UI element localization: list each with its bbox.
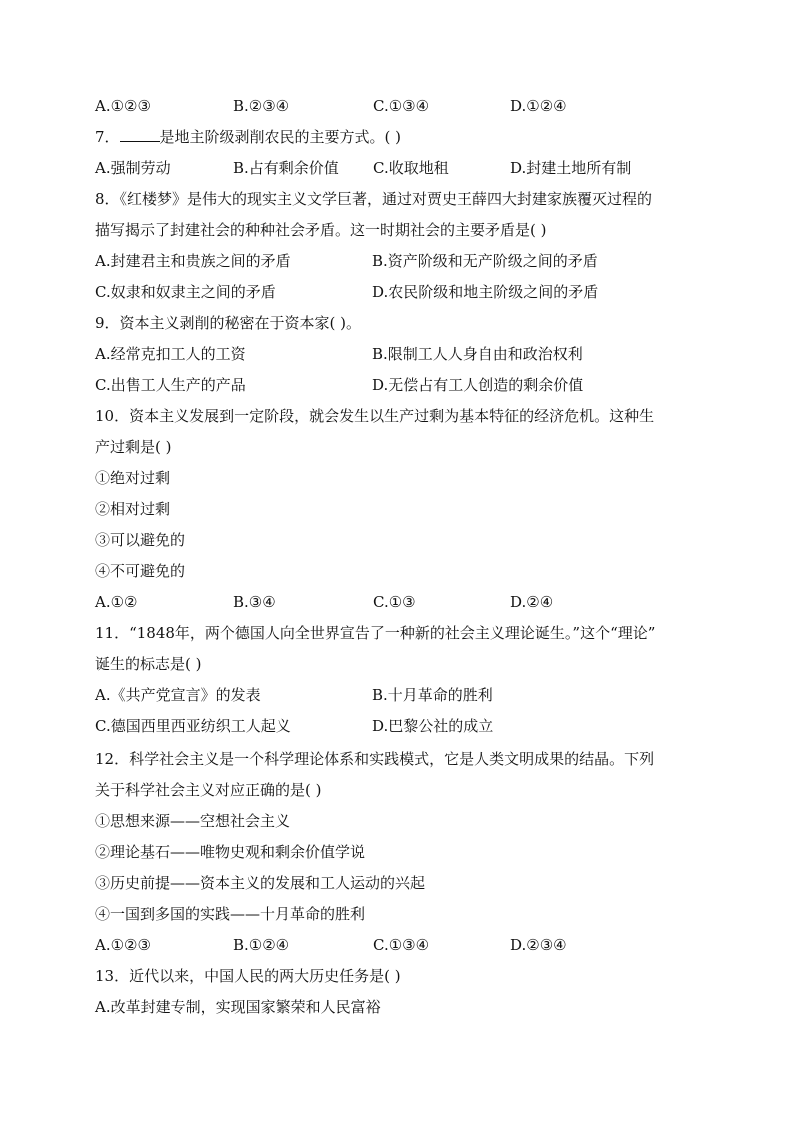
q11-option-a: A.《共产党宣言》的发表 (95, 686, 261, 704)
q8-options-row2 (95, 277, 715, 308)
q11-option-d: D.巴黎公社的成立 (372, 717, 494, 735)
q9-option-d: D.无偿占有工人创造的剩余价值 (372, 376, 584, 394)
q10-statement-4: ④不可避免的 (95, 562, 186, 580)
q7-option-b: B.占有剩余价值 (233, 159, 339, 177)
q10-option-d: D.②④ (510, 593, 554, 611)
q13-option-a: A.改革封建专制，实现国家繁荣和人民富裕 (95, 998, 381, 1016)
q8-options-row1 (95, 246, 715, 277)
q12-stem-line1: 12．科学社会主义是一个科学理论体系和实践模式，它是人类文明成果的结晶。下列 (95, 750, 655, 768)
q12-statement-1: ①思想来源——空想社会主义 (95, 812, 291, 830)
q7-option-a: A.强制劳动 (95, 159, 171, 177)
q12-statement-4: ④一国到多国的实践——十月革命的胜利 (95, 905, 366, 923)
q7-option-c: C.收取地租 (373, 159, 449, 177)
q8-option-c: C.奴隶和奴隶主之间的矛盾 (95, 283, 276, 301)
q10-stem-line2: 产过剩是( ) (95, 438, 172, 456)
q12-option-a: A.①②③ (95, 936, 151, 954)
q11-stem-line2: 诞生的标志是( ) (95, 655, 202, 673)
q7-options-row (95, 153, 715, 184)
q11-option-c: C.德国西里西亚纺织工人起义 (95, 717, 291, 735)
q12-option-d: D.②③④ (510, 936, 567, 954)
q10-statement-3: ③可以避免的 (95, 531, 186, 549)
q7-blank (120, 126, 160, 142)
q12-statement-3: ③历史前提——资本主义的发展和工人运动的兴起 (95, 874, 426, 892)
q6-option-c: C.①③④ (373, 97, 430, 115)
q10-statement-2: ②相对过剩 (95, 500, 171, 518)
q10-option-b: B.③④ (233, 593, 276, 611)
q7-stem-text: 是地主阶级剥削农民的主要方式。( ) (159, 128, 402, 146)
q9-options-row2 (95, 370, 715, 401)
q11-options-row2 (95, 711, 715, 742)
q10-option-c: C.①③ (373, 593, 416, 611)
q6-option-d: D.①②④ (510, 97, 567, 115)
q10-statement-1: ①绝对过剩 (95, 469, 171, 487)
q10-option-a: A.①② (95, 593, 138, 611)
q8-option-a: A.封建君主和贵族之间的矛盾 (95, 252, 291, 270)
q8-option-b: B.资产阶级和无产阶级之间的矛盾 (372, 252, 598, 270)
q12-options-row (95, 930, 715, 961)
q8-stem-line1: 8．《红楼梦》是伟大的现实主义文学巨著，通过对贾史王薛四大封建家族覆灭过程的 (95, 190, 653, 208)
q12-option-c: C.①③④ (373, 936, 430, 954)
q8-option-d: D.农民阶级和地主阶级之间的矛盾 (372, 283, 599, 301)
q7-number: 7． (95, 128, 120, 146)
q12-stem-line2: 关于科学社会主义对应正确的是( ) (95, 781, 322, 799)
q9-option-b: B.限制工人人身自由和政治权利 (372, 345, 583, 363)
q9-options-row1 (95, 339, 715, 370)
q9-option-c: C.出售工人生产的产品 (95, 376, 246, 394)
q13-stem: 13．近代以来，中国人民的两大历史任务是( ) (95, 967, 401, 985)
q9-stem: 9．资本主义剥削的秘密在于资本家( )。 (95, 314, 362, 332)
q7-stem (95, 122, 715, 153)
q6-option-b: B.②③④ (233, 97, 290, 115)
q6-option-a: A.①②③ (95, 97, 151, 115)
q8-stem-line2: 描写揭示了封建社会的种种社会矛盾。这一时期社会的主要矛盾是( ) (95, 221, 547, 239)
q12-statement-2: ②理论基石——唯物史观和剩余价值学说 (95, 843, 366, 861)
q10-stem-line1: 10．资本主义发展到一定阶段，就会发生以生产过剩为基本特征的经济危机。这种生 (95, 407, 655, 425)
q6-options-row (95, 91, 715, 122)
q11-options-row1 (95, 680, 715, 711)
q7-option-d: D.封建土地所有制 (510, 159, 632, 177)
q9-option-a: A.经常克扣工人的工资 (95, 345, 246, 363)
q11-stem-line1: 11．“1848年，两个德国人向全世界宣告了一种新的社会主义理论诞生。”这个“理论” (95, 624, 656, 642)
q10-options-row (95, 587, 715, 618)
q11-option-b: B.十月革命的胜利 (372, 686, 493, 704)
q12-option-b: B.①②④ (233, 936, 290, 954)
